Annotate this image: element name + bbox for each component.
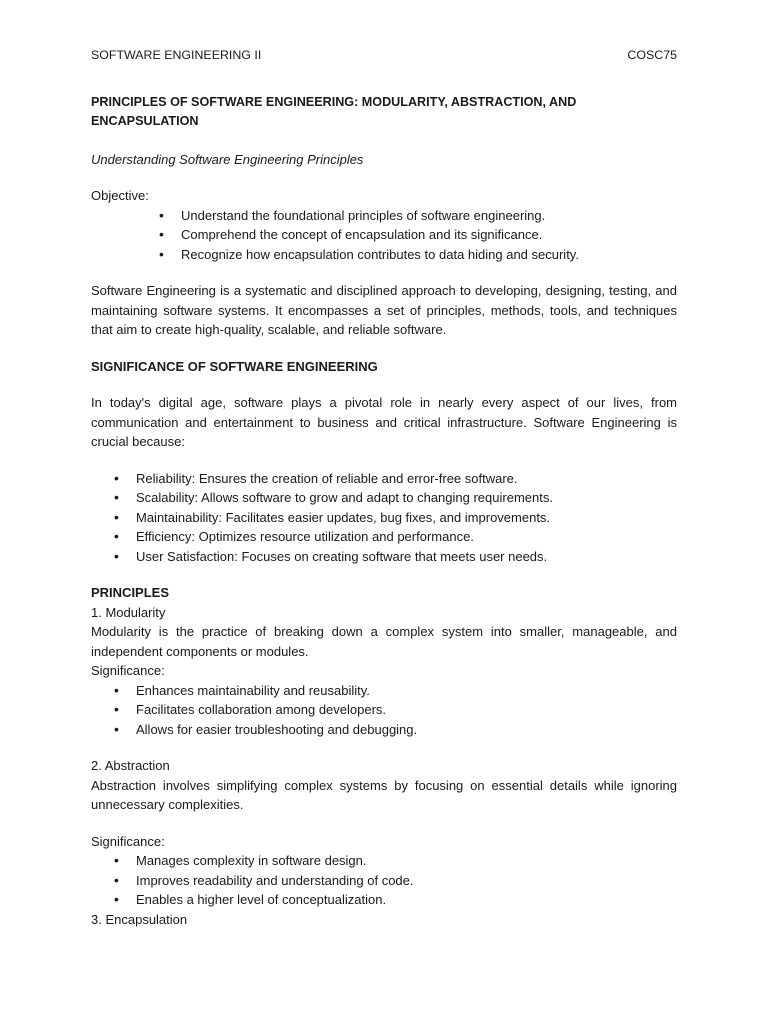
modularity-title: 1. Modularity — [91, 604, 166, 620]
abstraction-list — [91, 851, 677, 910]
list-item: • Enables a higher level of conceptualization. — [91, 890, 677, 910]
abstraction-title: 2. Abstraction — [91, 758, 170, 773]
list-item: • Allows for easier troubleshooting and debugging. — [91, 720, 677, 740]
encapsulation-title: 3. Encapsulation — [91, 911, 188, 927]
course-title: SOFTWARE ENGINEERING II — [91, 48, 262, 62]
document-title: PRINCIPLES OF SOFTWARE ENGINEERING: MODULARITY, ABSTRACTION, AND ENCAPSULATION — [91, 94, 577, 128]
list-item: • Understand the foundational principles of software engineering. — [91, 206, 677, 226]
course-code: COSC75 — [627, 48, 677, 62]
document-subtitle: Understanding Software Engineering Principles — [91, 151, 364, 167]
abstraction-significance-label: Significance: — [91, 833, 165, 849]
list-item: • Manages complexity in software design. — [91, 851, 677, 871]
list-item: • Maintainability: Facilitates easier updates, bug fixes, and improvements. — [91, 508, 677, 528]
list-item: • Enhances maintainability and reusability. — [91, 681, 677, 701]
objective-list — [91, 206, 677, 265]
list-item: • Comprehend the concept of encapsulation and its significance. — [91, 225, 677, 245]
intro-paragraph: Software Engineering is a systematic and disciplined approach to developing, designing, testing, and maintaining software systems. It encompasses a set of principles, methods, tools, and techniques that aim to create high-quality, scalable, and reliable software. — [91, 283, 677, 337]
significance-heading: SIGNIFICANCE OF SOFTWARE ENGINEERING — [91, 358, 378, 374]
page-header — [91, 46, 677, 66]
list-item: • User Satisfaction: Focuses on creating software that meets user needs. — [91, 547, 677, 567]
list-item: • Facilitates collaboration among developers. — [91, 700, 677, 720]
modularity-significance-label: Significance: — [91, 663, 165, 678]
significance-paragraph: In today's digital age, software plays a pivotal role in nearly every aspect of our lives, from communication and entertainment to business and critical infrastructure. Software Engineering is crucial because: — [91, 395, 677, 449]
objective-label: Objective: — [91, 188, 149, 203]
list-item: • Improves readability and understanding of code. — [91, 871, 677, 891]
list-item: • Scalability: Allows software to grow and adapt to changing requirements. — [91, 488, 677, 508]
list-item: • Efficiency: Optimizes resource utilization and performance. — [91, 527, 677, 547]
significance-list — [91, 469, 677, 567]
modularity-paragraph: Modularity is the practice of breaking down a complex system into smaller, manageable, and independent components or modules. — [91, 624, 677, 659]
list-item: • Recognize how encapsulation contributes to data hiding and security. — [91, 245, 677, 265]
list-item: • Reliability: Ensures the creation of reliable and error-free software. — [91, 469, 677, 489]
principles-heading: PRINCIPLES — [91, 585, 170, 600]
modularity-list — [91, 681, 677, 740]
abstraction-paragraph: Abstraction involves simplifying complex systems by focusing on essential details while ignoring unnecessary complexities. — [91, 777, 677, 812]
